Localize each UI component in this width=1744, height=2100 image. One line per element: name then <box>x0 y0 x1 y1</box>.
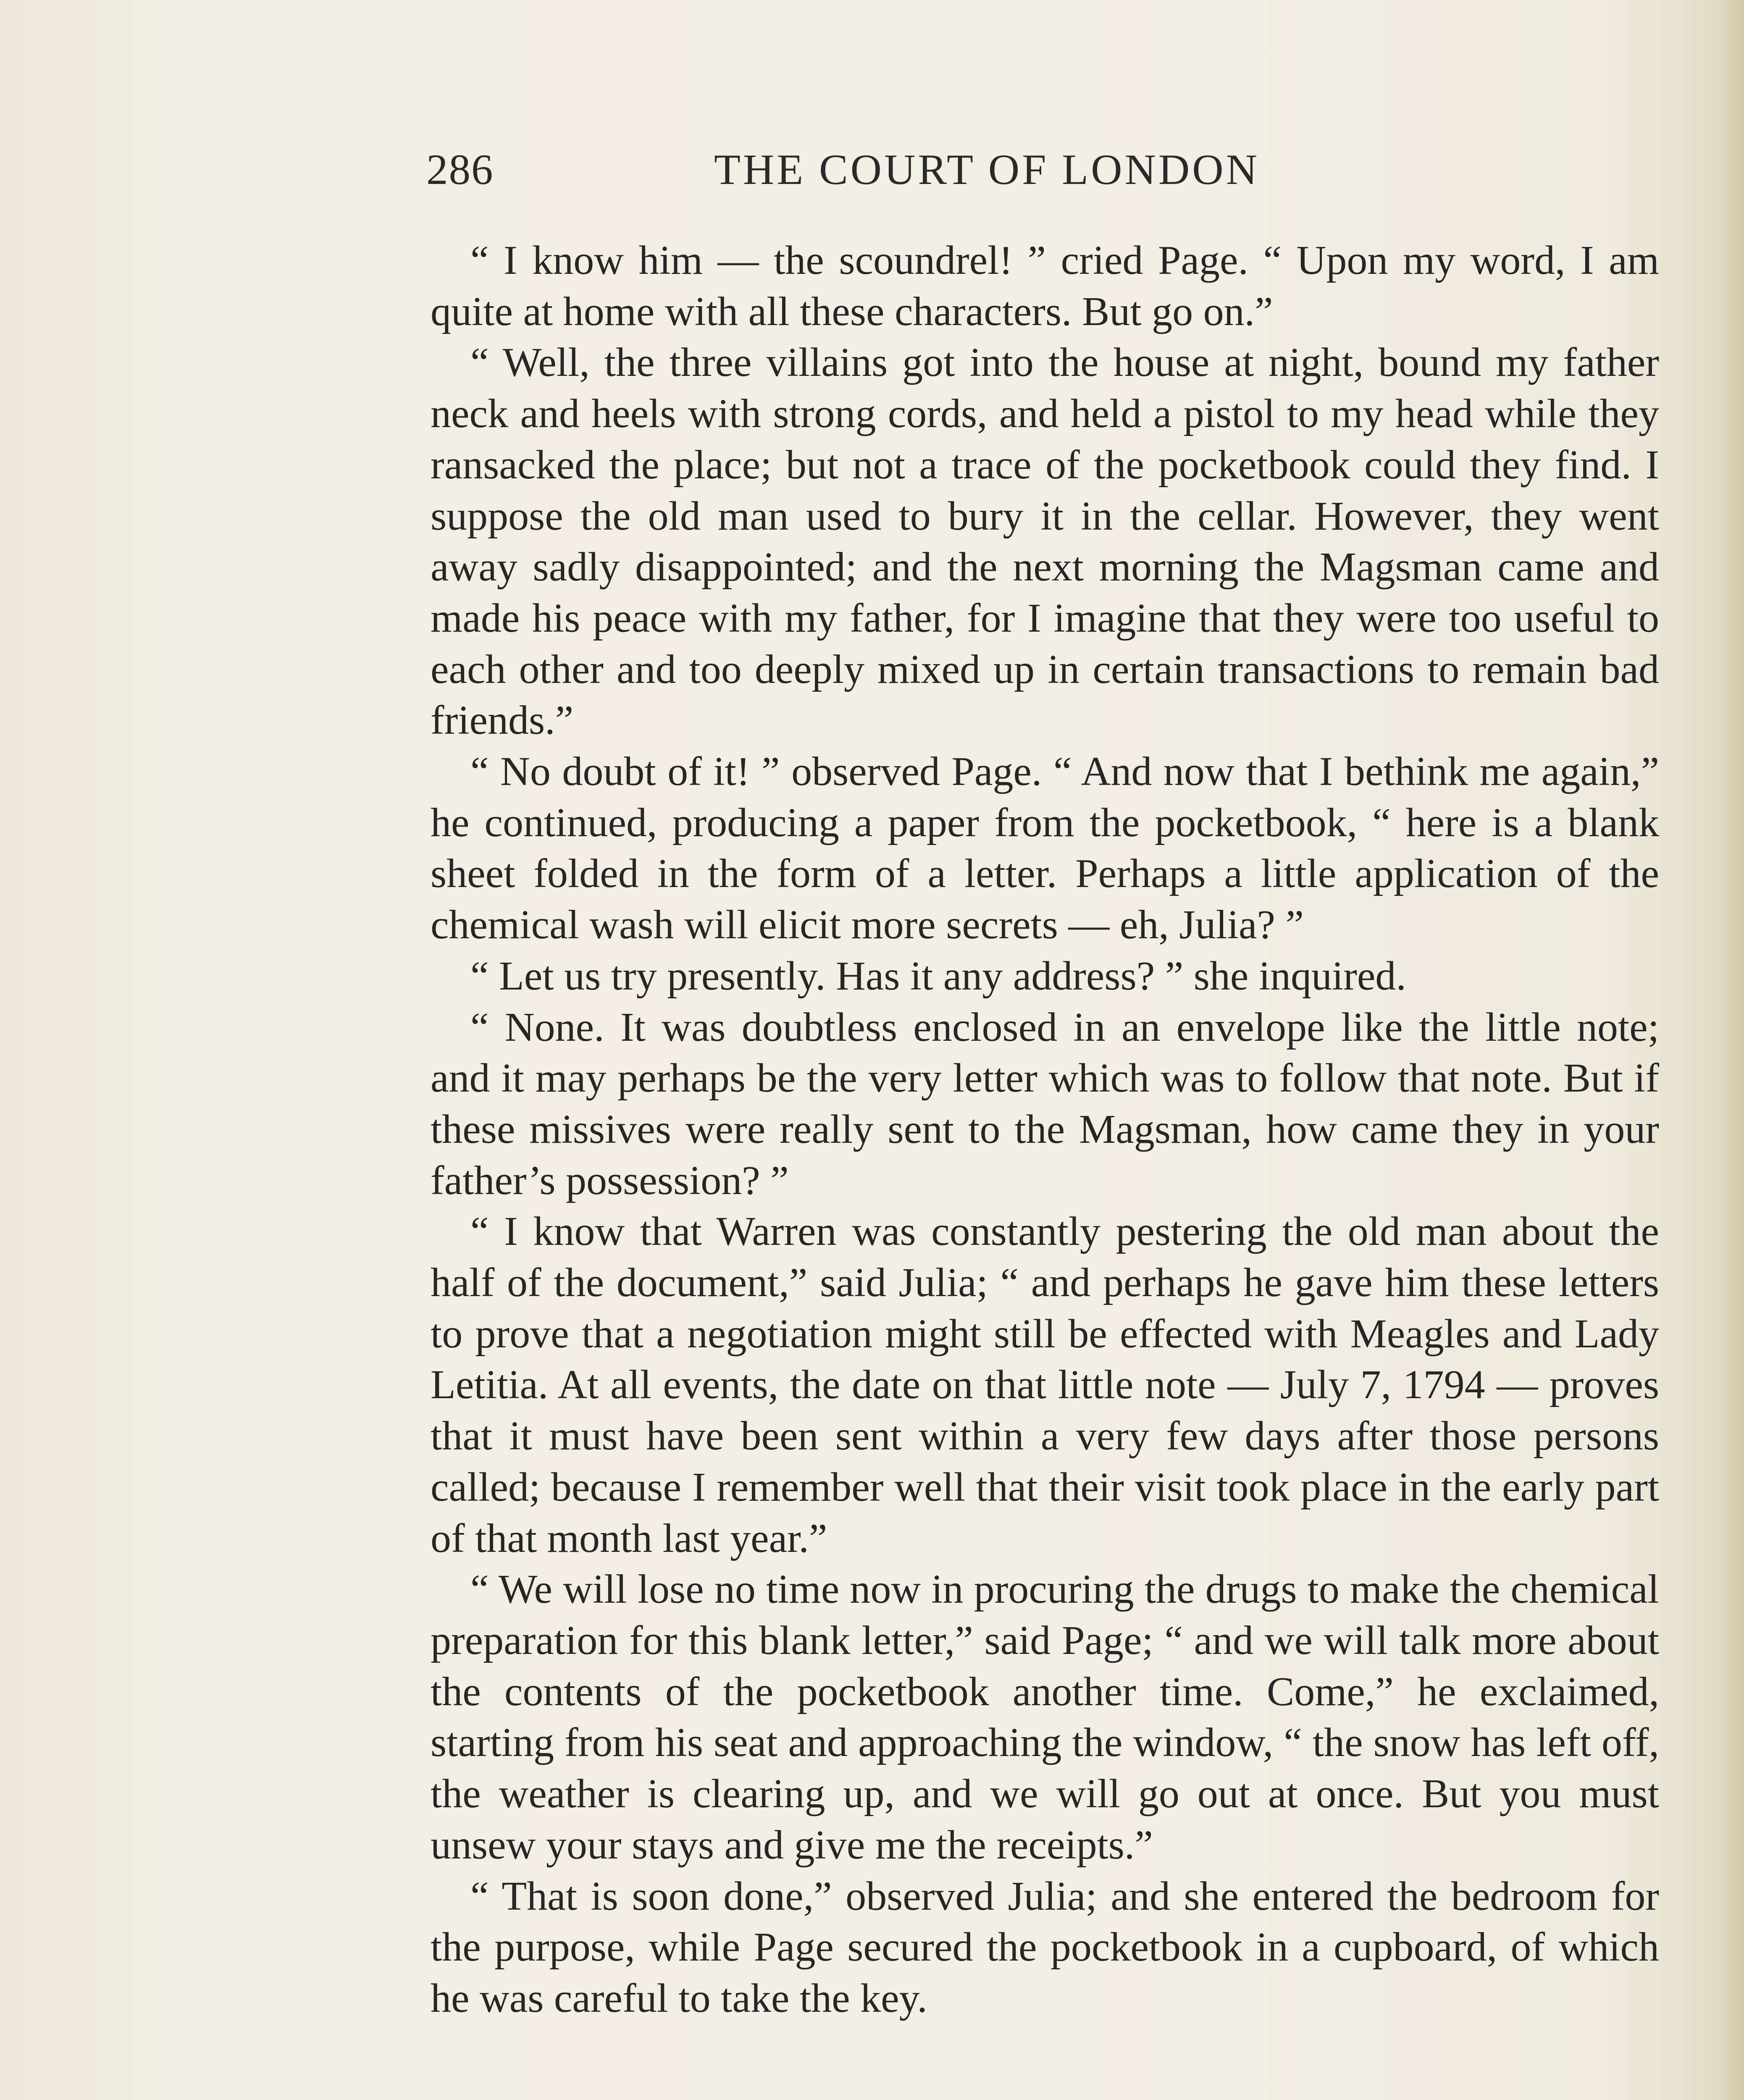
paragraph: “ I know that Warren was constantly pestering the old man about the half of the document,” said Julia; “ and perhaps he gave him these letters to prove that a negotiation might still be effected with Meagles and Lady Letitia. At all events, the date on that little note — July 7, 1794 — proves that it must have been sent within a very few days after those persons called; because I remember well that their visit took place in the early part of that month last year.” <box>431 1209 1659 1561</box>
running-title: THE COURT OF LONDON <box>714 146 1260 194</box>
page-number: 286 <box>426 146 494 194</box>
paragraph: “ We will lose no time now in procuring the drugs to make the chemical preparation for this blank letter,” said Page; “ and we will talk more about the contents of the pocketbook another time. Come,” he exclaimed, starting from his seat and approaching the window, “ the snow has left off, the weather is clearing up, and we will go out at once. But you must unsew your stays and give me the receipts.” <box>431 1567 1659 1868</box>
page-edge-shadow <box>1719 0 1744 2100</box>
paragraph: “ No doubt of it! ” observed Page. “ And now that I bethink me again,” he continued, producing a paper from the pocketbook, “ here is a blank sheet folded in the form of a letter. Perhaps a little application of the chemical wash will elicit more secrets — eh, Julia? ” <box>431 749 1659 948</box>
paragraph: “ None. It was doubtless enclosed in an envelope like the little note; and it may perhaps be the very letter which was to follow that note. But if these missives were really sent to the Magsman, how came they in your father’s possession? ” <box>431 1004 1659 1203</box>
paragraph: “ That is soon done,” observed Julia; and she entered the bedroom for the purpose, while Page secured the pocketbook in a cupboard, of which he was careful to take the key. <box>431 1873 1659 2021</box>
paragraph: “ Let us try presently. Has it any address? ” she inquired. <box>470 953 1406 999</box>
paragraph: “ I know him — the scoundrel! ” cried Page. “ Upon my word, I am quite at home with all these characters. But go on.” <box>431 238 1659 334</box>
running-head <box>426 145 1367 204</box>
paragraph: “ Well, the three villains got into the house at night, bound my father neck and heels with strong cords, and held a pistol to my head while they ransacked the place; but not a trace of the pocketbook could they find. I suppose the old man used to bury it in the cellar. However, they went away sadly disappointed; and the next morning the Magsman came and made his peace with my father, for I imagine that they were too useful to each other and too deeply mixed up in certain transactions to remain bad friends.” <box>431 340 1659 743</box>
body-text <box>431 235 1659 2024</box>
